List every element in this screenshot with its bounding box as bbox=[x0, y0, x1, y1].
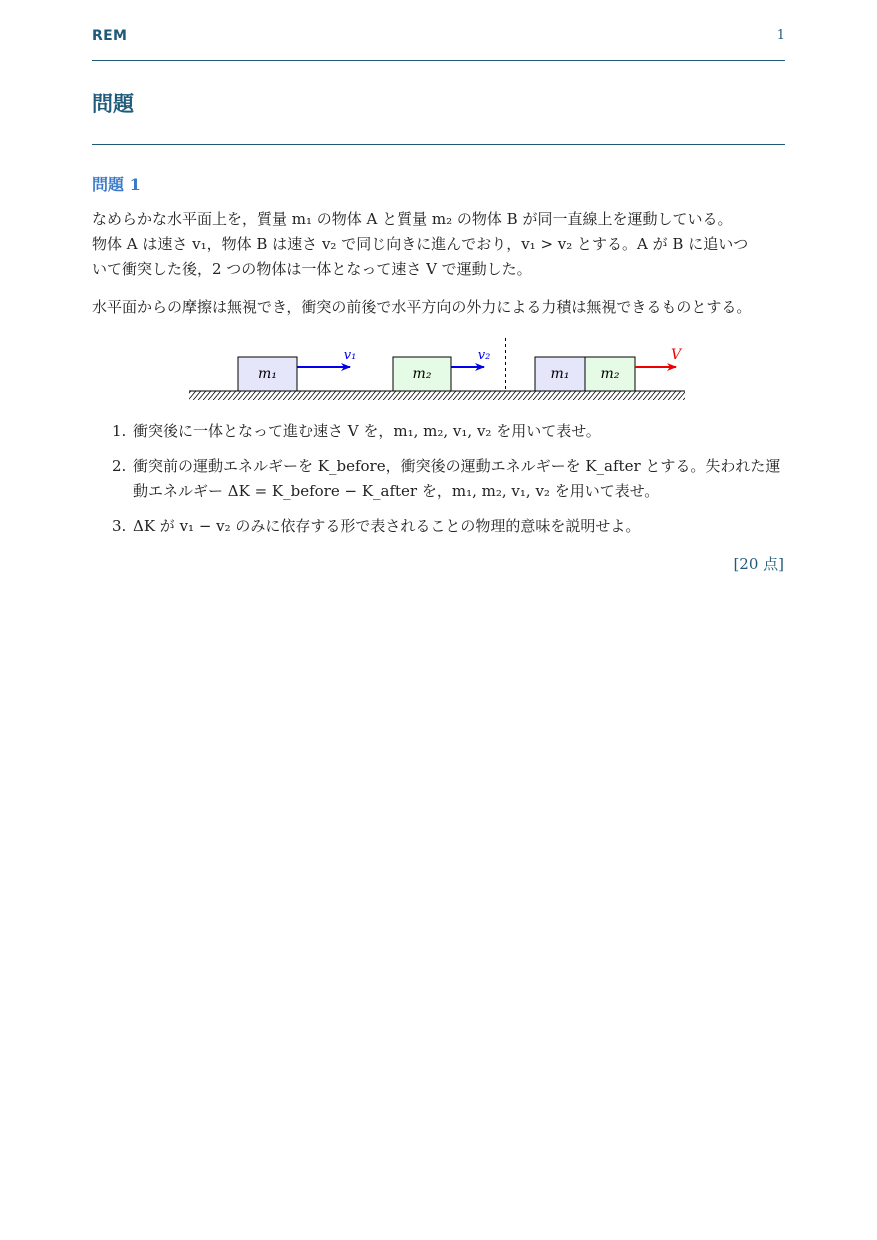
question-text: 衝突後に一体となって進む速さ V を，m₁, m₂, v₁, v₂ を用いて表せ。 bbox=[133, 422, 601, 440]
arrow-v2-label: v₂ bbox=[477, 348, 491, 363]
question-text: 衝突前の運動エネルギーを K_before，衝突後の運動エネルギーを K_after とする。失われた運 bbox=[133, 457, 781, 475]
block-combined-m2-label: m₂ bbox=[600, 366, 620, 382]
question-item bbox=[106, 419, 786, 444]
points-label: [20 点] bbox=[733, 555, 784, 573]
block-m1-label: m₁ bbox=[258, 366, 277, 382]
arrow-V-label: V bbox=[670, 347, 682, 363]
question-number: 1. bbox=[112, 422, 127, 440]
block-combined-m1-label: m₁ bbox=[550, 366, 570, 382]
question-item bbox=[106, 514, 786, 539]
statement-line-1: なめらかな水平面上を，質量 m₁ の物体 A と質量 m₂ の物体 B が同一直線上を運動している。 bbox=[92, 210, 733, 228]
running-header: REM bbox=[92, 28, 128, 44]
arrow-v1-label: v₁ bbox=[343, 348, 357, 363]
question-item bbox=[106, 454, 786, 504]
header-rule bbox=[92, 60, 785, 61]
question-number: 3. bbox=[112, 517, 127, 535]
question-text-continued: 動エネルギー ΔK = K_before − K_after を，m₁, m₂, v₁, v₂ を用いて表せ。 bbox=[133, 482, 660, 500]
problem-heading: 問題 1 bbox=[92, 175, 141, 194]
section-title: 問題 bbox=[92, 91, 134, 116]
problem-statement bbox=[92, 207, 792, 282]
statement-line-2: 物体 A は速さ v₁，物体 B は速さ v₂ で同じ向きに進んでおり，v₁ > v₂ とする。A が B に追いつ bbox=[92, 235, 749, 253]
question-list bbox=[106, 419, 786, 549]
statement-line-3: いて衝突した後，2 つの物体は一体となって速さ V で運動した。 bbox=[92, 260, 532, 278]
question-number: 2. bbox=[112, 457, 127, 475]
ground-hatch bbox=[189, 391, 685, 400]
assumption-text: 水平面からの摩擦は無視でき，衝突の前後で水平方向の外力による力積は無視できるものとする。 bbox=[92, 298, 752, 316]
block-m2-label: m₂ bbox=[412, 366, 432, 382]
question-text: ΔK が v₁ − v₂ のみに依存する形で表されることの物理的意味を説明せよ。 bbox=[133, 517, 641, 535]
page-number: 1 bbox=[776, 28, 785, 43]
title-rule bbox=[92, 144, 785, 145]
collision-figure bbox=[0, 330, 877, 410]
